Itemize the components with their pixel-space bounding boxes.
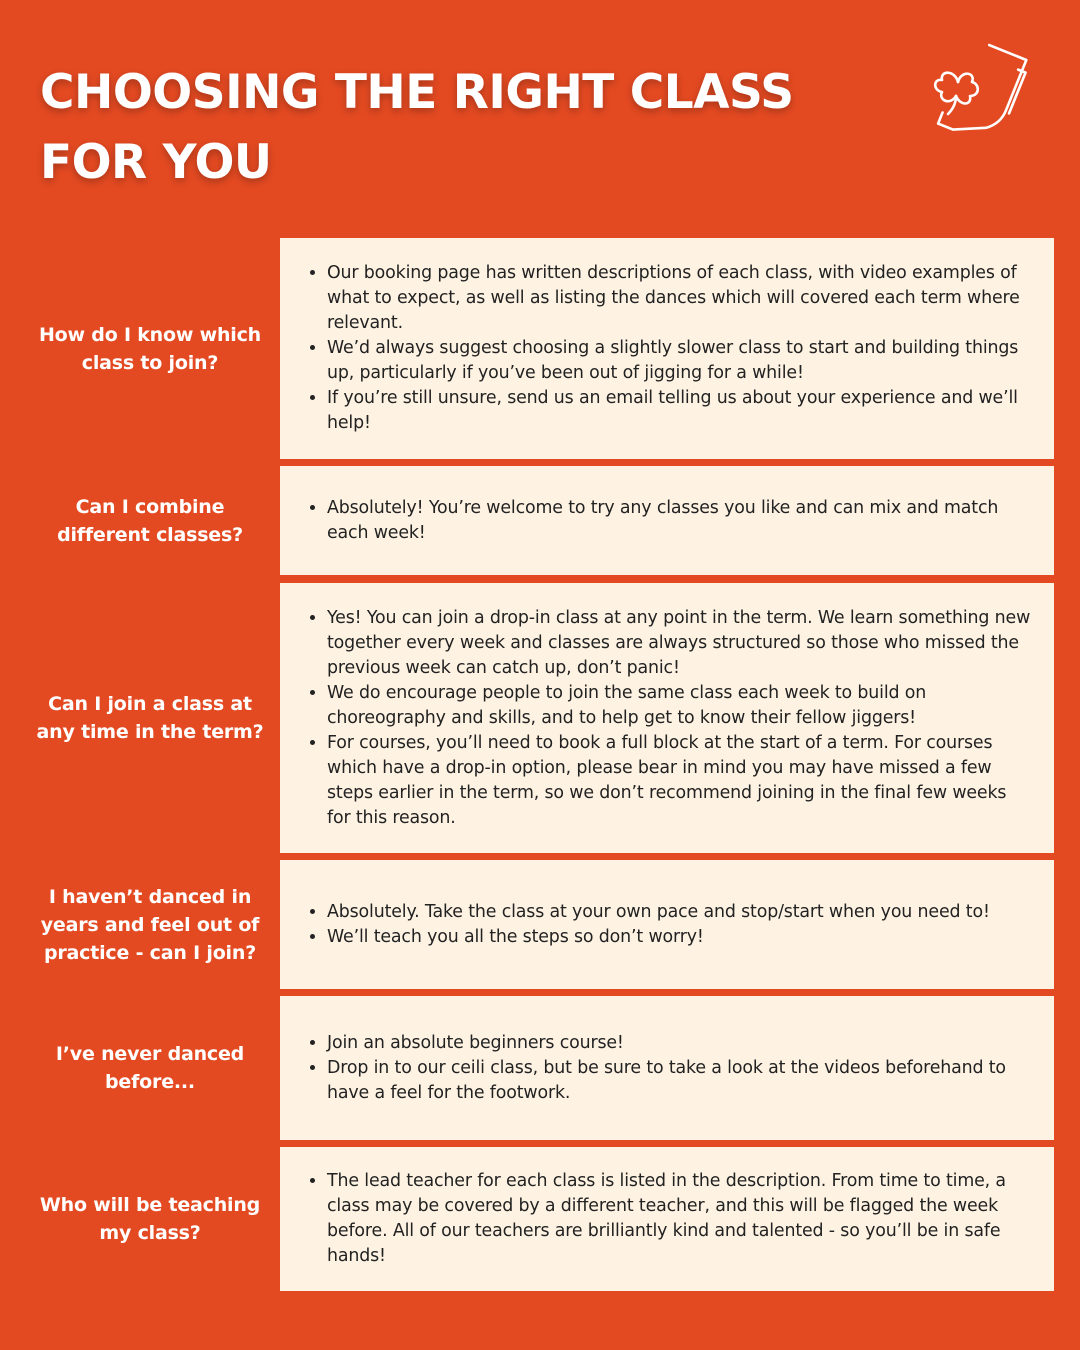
faq-row (0, 996, 1080, 1140)
faq-answer-box (280, 238, 1054, 459)
faq-row (0, 238, 1080, 459)
answer-list (307, 496, 1032, 546)
answer-list (307, 1031, 1032, 1106)
answer-item: • Yes! You can join a drop-in class at any point in the term. We learn something new together every week and classes are always structured so those who missed the previous week can catch up, don’t panic! (327, 606, 1032, 681)
faq-row (0, 583, 1080, 853)
faq-row (0, 1147, 1080, 1291)
answer-item: • The lead teacher for each class is listed in the description. From time to time, a class may be covered by a different teacher, and this will be flagged the week before. All of our teachers are brilliantly kind and talented - so you’ll be in safe hands! (327, 1169, 1032, 1269)
answer-item: • We do encourage people to join the same class each week to build on choreography and skills, and to help get to know their fellow jiggers! (327, 681, 1032, 731)
answer-list (307, 900, 990, 950)
faq-question: I haven’t danced in years and feel out of practice - can I join? (40, 885, 260, 964)
answer-item: • For courses, you’ll need to book a full block at the start of a term. For courses which have a drop-in option, please bear in mind you may have missed a few steps earlier in the term, so we don’t recommend joining in the final few weeks for this reason. (327, 731, 1032, 831)
answer-item: • We’d always suggest choosing a slightly slower class to start and building things up, particularly if you’ve been out of jigging for a while! (327, 336, 1032, 386)
title-line-2: FOR YOU (40, 135, 272, 190)
faq-row (0, 466, 1080, 575)
answer-item: • Absolutely! You’re welcome to try any classes you like and can mix and match each week! (327, 496, 1032, 546)
title-line-1: CHOOSING THE RIGHT CLASS (40, 65, 794, 120)
faq-question: Who will be teaching my class? (39, 1194, 261, 1244)
faq-question: I’ve never danced before... (55, 1043, 245, 1093)
answer-list (307, 1169, 1032, 1269)
answer-item: • Drop in to our ceili class, but be sure to take a look at the videos beforehand to have a feel for the footwork. (327, 1056, 1032, 1106)
answer-item: • Join an absolute beginners course! (327, 1031, 1032, 1056)
faq-answer-box (280, 466, 1054, 575)
faq-question: How do I know which class to join? (38, 323, 262, 374)
faq-answer-box (280, 860, 1054, 989)
faq-question: Can I combine different classes? (57, 495, 243, 546)
answer-item: • If you’re still unsure, send us an email telling us about your experience and we’ll help! (327, 386, 1032, 436)
faq-row (0, 860, 1080, 989)
answer-list (307, 606, 1032, 831)
faq-question: Can I join a class at any time in the term? (36, 693, 264, 743)
answer-item: • Absolutely. Take the class at your own pace and stop/start when you need to! (327, 900, 990, 925)
faq-answer-box (280, 996, 1054, 1140)
faq-answer-box (280, 583, 1054, 853)
answer-item: • Our booking page has written descriptions of each class, with video examples of what to expect, as well as listing the dances which will covered each term where relevant. (327, 261, 1032, 336)
answer-list (307, 261, 1032, 436)
answer-item: • We’ll teach you all the steps so don’t worry! (327, 925, 990, 950)
faq-answer-box (280, 1147, 1054, 1291)
